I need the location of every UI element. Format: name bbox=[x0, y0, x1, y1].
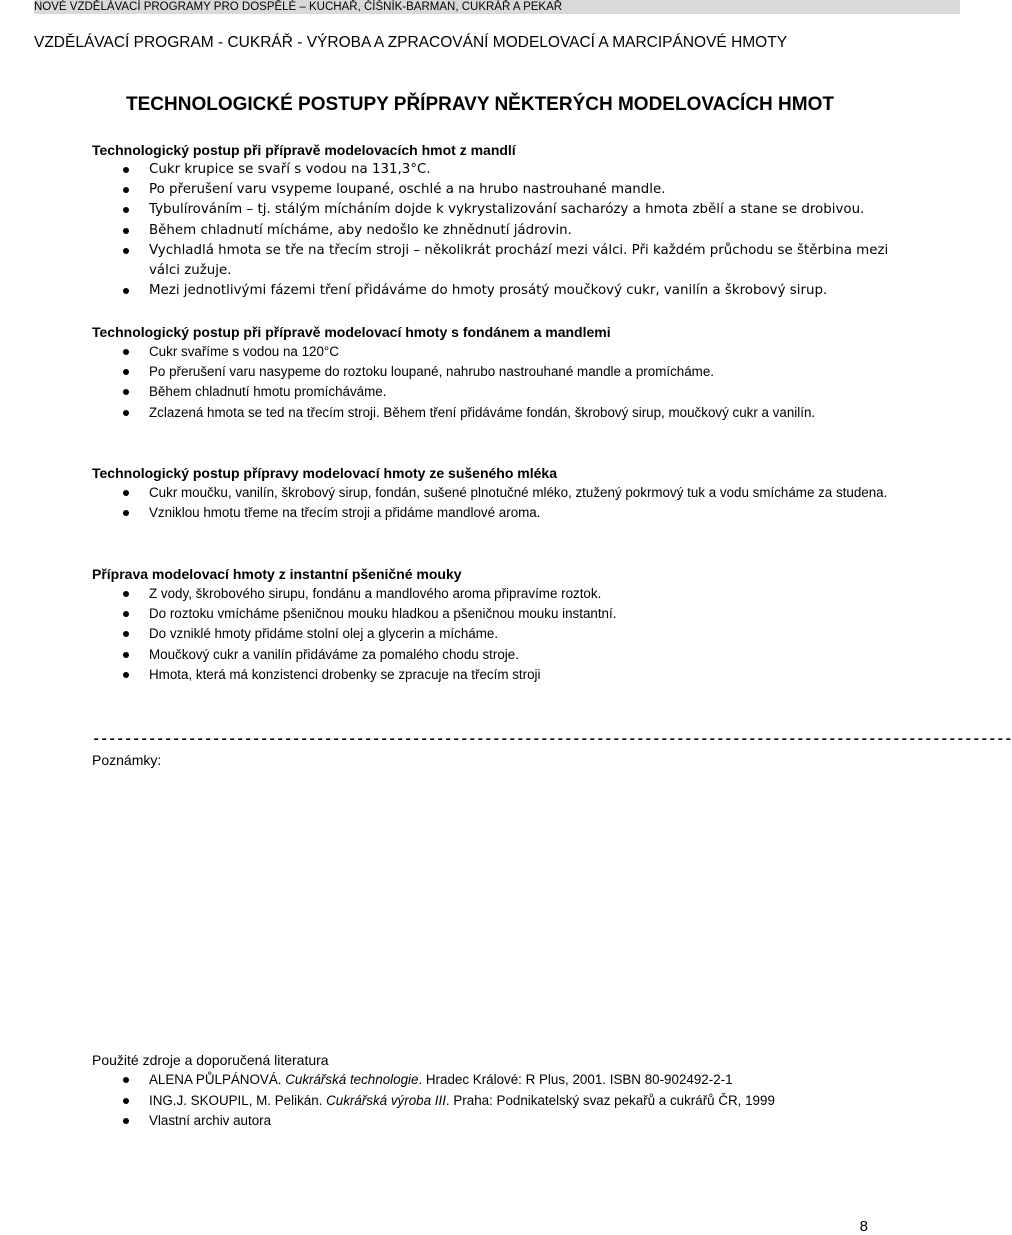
section-heading: Příprava modelovací hmoty z instantní pšeničné mouky bbox=[92, 566, 462, 582]
reference-author: ALENA PŮLPÁNOVÁ. bbox=[149, 1072, 286, 1087]
step-list bbox=[92, 342, 892, 423]
step-list bbox=[92, 160, 892, 301]
list-item: Cukr svaříme s vodou na 120°C bbox=[92, 342, 892, 362]
section-heading: Technologický postup při přípravě modelovacích hmot z mandlí bbox=[92, 142, 516, 158]
section-fondant-almond bbox=[92, 322, 892, 423]
list-item: Hmota, která má konzistenci drobenky se zpracuje na třecím stroji bbox=[92, 665, 892, 685]
reference-book-title: Cukrářská výroba III bbox=[326, 1092, 446, 1108]
reference-item bbox=[92, 1070, 912, 1091]
list-item: Do vzniklé hmoty přidáme stolní olej a glycerin a mícháme. bbox=[92, 624, 892, 644]
reference-publisher: . Hradec Králové: R Plus, 2001. ISBN 80-902492-2-1 bbox=[418, 1072, 733, 1087]
list-item: Po přerušení varu vsypeme loupané, oschlé a na hrubo nastrouhané mandle. bbox=[92, 180, 892, 200]
section-almond-paste bbox=[92, 140, 892, 301]
section-instant-flour bbox=[92, 564, 892, 685]
references-list bbox=[92, 1070, 912, 1132]
list-item: Vzniklou hmotu třeme na třecím stroji a přidáme mandlové aroma. bbox=[92, 503, 892, 523]
reference-item bbox=[92, 1111, 912, 1132]
step-list bbox=[92, 584, 892, 685]
list-item: Během chladnutí hmotu promícháváme. bbox=[92, 382, 892, 402]
references-heading: Použité zdroje a doporučená literatura bbox=[92, 1052, 329, 1068]
list-item: Během chladnutí mícháme, aby nedošlo ke zhnědnutí jádrovin. bbox=[92, 221, 892, 241]
list-item: Z vody, škrobového sirupu, fondánu a mandlového aroma připravíme roztok. bbox=[92, 584, 892, 604]
list-item: Vychladlá hmota se tře na třecím stroji – několikrát prochází mezi válci. Při každém průchodu se štěrbina mezi válci zužuje. bbox=[92, 241, 892, 281]
list-item: Zclazená hmota se ted na třecím stroji. Během tření přidáváme fondán, škrobový sirup, moučkový cukr a vanilín. bbox=[92, 403, 892, 423]
notes-label: Poznámky: bbox=[92, 752, 162, 768]
reference-author: Vlastní archiv autora bbox=[149, 1113, 272, 1128]
header-program-title: VZDĚLÁVACÍ PROGRAM - CUKRÁŘ - VÝROBA A ZPRACOVÁNÍ MODELOVACÍ A MARCIPÁNOVÉ HMOTY bbox=[34, 34, 788, 51]
reference-book-title: Cukrářská technologie bbox=[285, 1072, 419, 1087]
section-dried-milk bbox=[92, 463, 892, 523]
list-item: Moučkový cukr a vanilín přidáváme za pomalého chodu stroje. bbox=[92, 645, 892, 665]
page-title: TECHNOLOGICKÉ POSTUPY PŘÍPRAVY NĚKTERÝCH MODELOVACÍCH HMOT bbox=[126, 94, 834, 115]
step-list bbox=[92, 483, 892, 523]
header-series-title: NOVÉ VZDĚLÁVACÍ PROGRAMY PRO DOSPĚLÉ – KUCHAŘ, ČÍŠNÍK-BARMAN, CUKRÁŘ A PEKAŘ bbox=[34, 1, 563, 13]
divider-line: ------------------------------------------------------------------------------------------------------------------- bbox=[92, 732, 1012, 748]
reference-author: ING.J. SKOUPIL, M. Pelikán. bbox=[149, 1092, 327, 1108]
references-section bbox=[92, 1050, 912, 1132]
section-heading: Technologický postup při přípravě modelovací hmoty s fondánem a mandlemi bbox=[92, 324, 611, 340]
list-item: Po přerušení varu nasypeme do roztoku loupané, nahrubo nastrouhané mandle a promícháme. bbox=[92, 362, 892, 382]
reference-publisher: . Praha: Podnikatelský svaz pekařů a cukrářů ČR, 1999 bbox=[445, 1092, 775, 1108]
page-number: 8 bbox=[859, 1218, 868, 1235]
list-item: Tybulírováním – tj. stálým mícháním dojde k vykrystalizování sacharózy a hmota zbělí a stane se drobivou. bbox=[92, 200, 892, 220]
list-item: Cukr moučku, vanilín, škrobový sirup, fondán, sušené plnotučné mléko, ztužený pokrmový tuk a vodu smícháme za studena. bbox=[92, 483, 892, 503]
list-item: Cukr krupice se svaří s vodou na 131,3°C. bbox=[92, 160, 892, 180]
list-item: Do roztoku vmícháme pšeničnou mouku hladkou a pšeničnou mouku instantní. bbox=[92, 604, 892, 624]
reference-item bbox=[92, 1091, 912, 1112]
list-item: Mezi jednotlivými fázemi tření přidáváme do hmoty prosátý moučkový cukr, vanilín a škrobový sirup. bbox=[92, 281, 892, 301]
section-heading: Technologický postup přípravy modelovací hmoty ze sušeného mléka bbox=[92, 465, 557, 481]
